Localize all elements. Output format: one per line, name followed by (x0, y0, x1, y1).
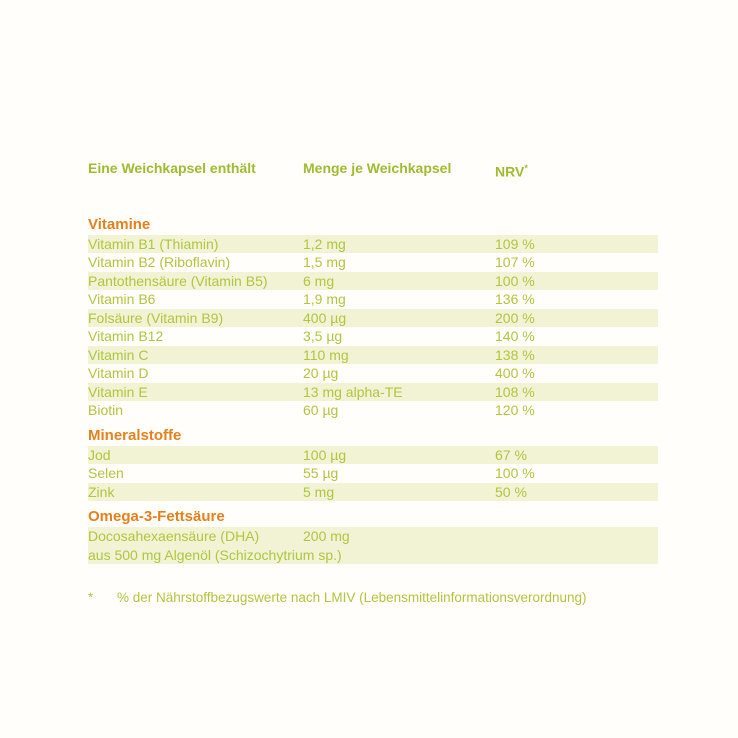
table-row (88, 327, 658, 346)
section-rows (88, 446, 658, 502)
row-amount: 100 µg (303, 446, 347, 463)
row-amount: 400 µg (303, 309, 347, 326)
row-nrv: 200 % (495, 309, 535, 326)
row-name: Jod (88, 446, 111, 463)
header-nrv-text: NRV (495, 163, 525, 180)
table-section (88, 428, 658, 502)
table-sections (88, 217, 658, 565)
row-amount: 110 mg (303, 346, 349, 363)
row-amount: 60 µg (303, 402, 339, 419)
row-nrv: 108 % (495, 383, 535, 400)
row-name: Vitamin B12 (88, 328, 164, 345)
row-name: Vitamin E (88, 383, 148, 400)
header-nrv (495, 160, 658, 181)
row-nrv: 138 % (495, 346, 535, 363)
nutrition-label (88, 160, 658, 606)
table-row (88, 483, 658, 502)
header-amount: Menge je Weichkapsel (303, 160, 452, 176)
section-title: Vitamine (88, 215, 151, 233)
row-nrv: 400 % (495, 365, 535, 382)
row-name: Folsäure (Vitamin B9) (88, 309, 224, 326)
section-rows (88, 527, 658, 564)
row-nrv: 67 % (495, 446, 527, 463)
row-name: Pantothensäure (Vitamin B5) (88, 272, 268, 289)
footnote (88, 589, 658, 606)
row-name: Biotin (88, 402, 124, 419)
row-amount: 5 mg (303, 483, 335, 500)
footnote-text: % der Nährstoffbezugswerte nach LMIV (Lebensmittelinformationsverordnung) (117, 590, 587, 606)
row-amount: 6 mg (303, 272, 335, 289)
row-nrv: 100 % (495, 272, 535, 289)
section-rows (88, 235, 658, 420)
header-per-capsule: Eine Weichkapsel enthält (88, 160, 256, 176)
row-nrv: 140 % (495, 328, 535, 345)
table-row (88, 464, 658, 483)
section-title: Omega-3-Fettsäure (88, 508, 225, 526)
table-row (88, 272, 658, 291)
table-row (88, 527, 658, 564)
row-name: Vitamin D (88, 365, 149, 382)
row-name: Selen (88, 465, 124, 482)
table-row (88, 290, 658, 309)
row-name: Vitamin C (88, 346, 149, 363)
row-subline: aus 500 mg Algenöl (Schizochytrium sp.) (88, 546, 342, 563)
row-amount: 1,2 mg (303, 235, 346, 252)
table-row (88, 346, 658, 365)
row-amount: 20 µg (303, 365, 339, 382)
row-amount: 3,5 µg (303, 328, 343, 345)
row-amount: 55 µg (303, 465, 339, 482)
row-name: Vitamin B2 (Riboflavin) (88, 254, 231, 271)
row-nrv: 107 % (495, 254, 535, 271)
section-title: Mineralstoffe (88, 426, 182, 444)
table-row (88, 309, 658, 328)
table-header-row (88, 160, 658, 181)
row-name: Zink (88, 483, 115, 500)
row-nrv: 100 % (495, 465, 535, 482)
table-row (88, 401, 658, 420)
table-section (88, 509, 658, 564)
table-row (88, 235, 658, 254)
row-amount: 1,5 mg (303, 254, 346, 271)
row-amount: 200 mg (303, 528, 350, 545)
row-amount: 13 mg alpha-TE (303, 383, 403, 400)
row-nrv: 109 % (495, 235, 535, 252)
table-row (88, 446, 658, 465)
row-name: Vitamin B1 (Thiamin) (88, 235, 219, 252)
row-name: Vitamin B6 (88, 291, 156, 308)
row-name: Docosahexaensäure (DHA) (88, 528, 260, 545)
table-row (88, 383, 658, 402)
table-row (88, 364, 658, 383)
row-nrv: 50 % (495, 483, 527, 500)
row-nrv: 136 % (495, 291, 535, 308)
footnote-marker: * (88, 590, 94, 606)
row-amount: 1,9 mg (303, 291, 346, 308)
row-nrv: 120 % (495, 402, 535, 419)
row-nrv (495, 527, 658, 546)
table-row (88, 253, 658, 272)
nrv-asterisk: * (524, 163, 528, 173)
table-section (88, 217, 658, 420)
